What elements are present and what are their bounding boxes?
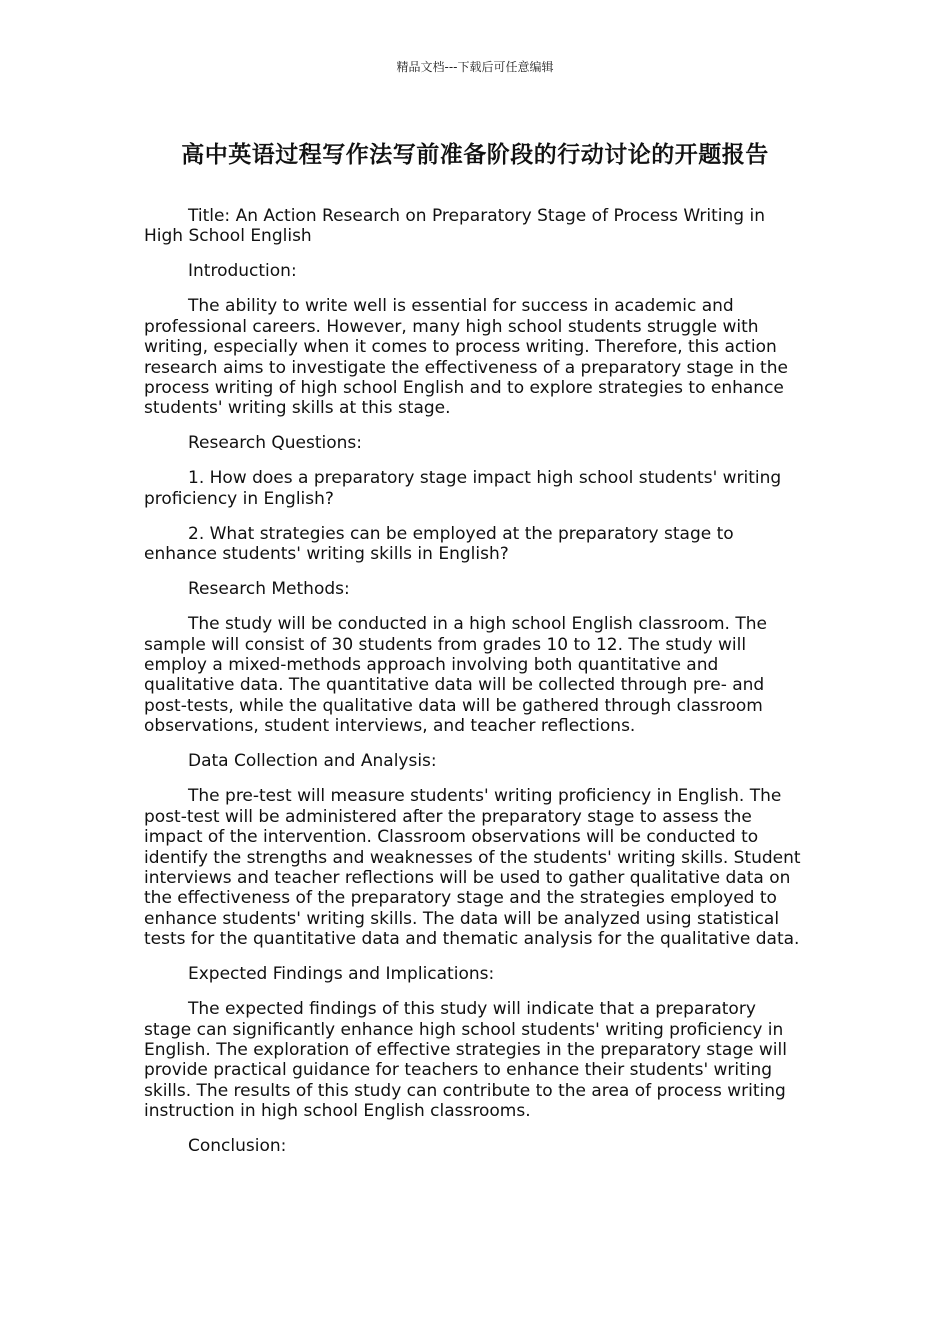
section-heading-data-collection: Data Collection and Analysis: xyxy=(188,751,437,772)
header-note: 精品文档---下载后可任意编辑 xyxy=(396,60,554,74)
document-body xyxy=(144,206,808,1171)
section-heading-conclusion: Conclusion: xyxy=(188,1136,287,1157)
data-collection-paragraph: The pre-test will measure students' writing proficiency in English. The post-test will be administered after the preparatory stage to assess the impact of the intervention. Classroom observations will be conducted to identify the strengths and weaknesses of the students' writing skills. Student interviews and teacher reflections will be used to gather qualitative data on the effectiveness of the preparatory stage and the strategies employed to enhance students' writing skills. The data will be analyzed using statistical tests for the quantitative data and thematic analysis for the qualitative data. xyxy=(144,786,801,950)
title-line: Title: An Action Research on Preparatory Stage of Process Writing in High School English xyxy=(144,206,765,247)
research-question-1: 1. How does a preparatory stage impact high school students' writing proficiency in English? xyxy=(144,468,782,509)
research-question-2: 2. What strategies can be employed at the preparatory stage to enhance students' writing skills in English? xyxy=(144,523,734,565)
section-heading-research-questions: Research Questions: xyxy=(188,433,363,454)
expected-findings-paragraph: The expected findings of this study will indicate that a preparatory stage can significantly enhance high school students' writing proficiency in English. The exploration of effective strategies in the preparatory stage will provide practical guidance for teachers to enhance their students' writing skills. The results of this study can contribute to the area of process writing instruction in high school English classrooms. xyxy=(144,999,787,1122)
research-methods-paragraph: The study will be conducted in a high school English classroom. The sample will consist of 30 students from grades 10 to 12. The study will employ a mixed-methods approach involving both quantitative and qualitative data. The quantitative data will be collected through pre- and post-tests, while the qualitative data will be gathered through classroom observations, student interviews, and teacher reflections. xyxy=(144,614,767,737)
section-heading-introduction: Introduction: xyxy=(188,261,297,282)
introduction-paragraph: The ability to write well is essential for success in academic and professional careers. However, many high school students struggle with writing, especially when it comes to process writing. Therefore, this action research aims to investigate the effectiveness of a preparatory stage in the process writing of high school English and to explore strategies to enhance students' writing skills at this stage. xyxy=(144,296,788,419)
section-heading-expected-findings: Expected Findings and Implications: xyxy=(188,964,495,985)
section-heading-research-methods: Research Methods: xyxy=(188,579,350,600)
document-title: 高中英语过程写作法写前准备阶段的行动讨论的开题报告 xyxy=(181,142,769,168)
